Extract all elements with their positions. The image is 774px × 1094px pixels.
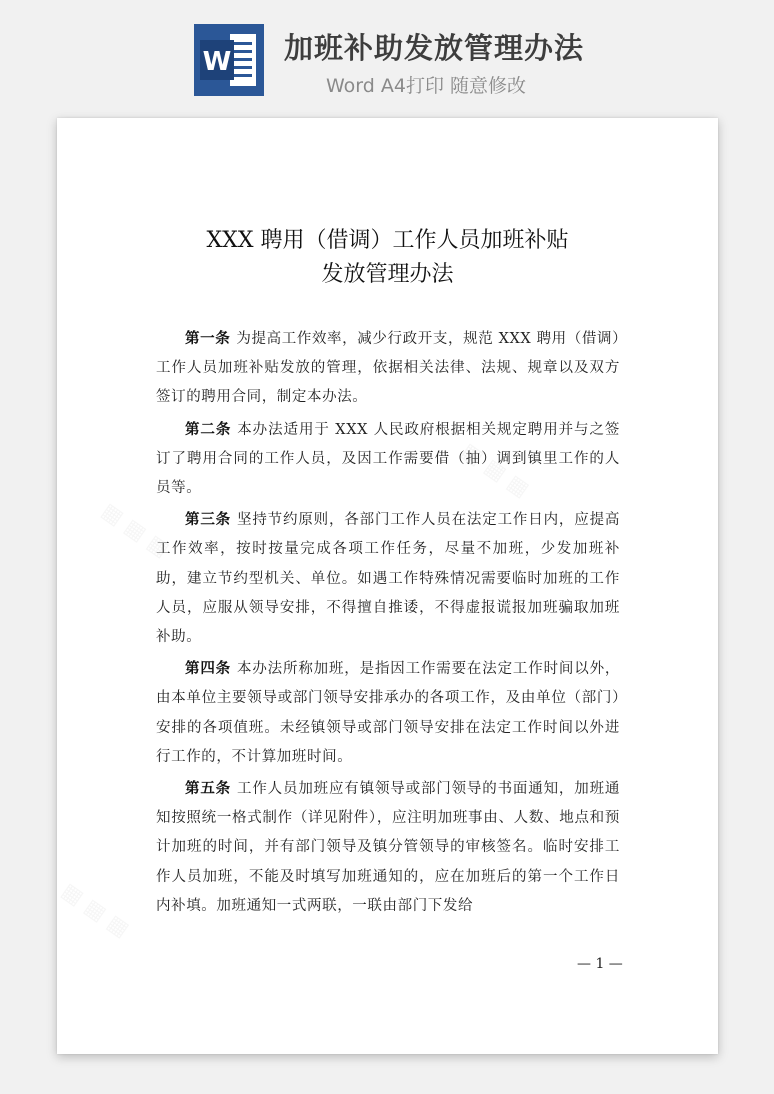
- article-label: 第四条: [185, 661, 231, 678]
- heading-line-2: 发放管理办法: [321, 262, 454, 287]
- page-number: — 1 —: [577, 956, 623, 972]
- word-icon-letter: W: [202, 47, 232, 77]
- document-page: [57, 118, 718, 1054]
- heading-line-1: XXX 聘用（借调）工作人员加班补贴: [206, 228, 569, 253]
- article-paragraph: [156, 416, 620, 504]
- article-paragraph: [156, 325, 620, 413]
- article-text: 坚持节约原则，各部门工作人员在法定工作日内，应提高工作效率，按时按量完成各项工作任务，尽量不加班，少发加班补助，建立节约型机关、单位。如遇工作特殊情况需要临时加班的工作人员，应服从领导安排，不得擅自推诿，不得虚报谎报加班骗取加班补助。: [156, 512, 620, 646]
- article-paragraph: [156, 655, 620, 772]
- article-paragraph: [156, 775, 620, 921]
- article-text: 工作人员加班应有镇领导或部门领导的书面通知，加班通知按照统一格式制作（详见附件），应注明加班事由、人数、地点和预计加班的时间，并有部门领导及镇分管领导的审核签名。临时安排工作人员加班，不能及时填写加班通知的，应在加班后的第一个工作日内补填。加班通知一式两联，一联由部门下发给: [156, 781, 620, 914]
- document-body: [156, 325, 620, 924]
- article-text: 本办法适用于 XXX 人民政府根据相关规定聘用并与之签订了聘用合同的工作人员，及因工作需要借（抽）调到镇里工作的人员等。: [156, 421, 620, 497]
- page-heading: [57, 224, 718, 292]
- article-text: 本办法所称加班，是指因工作需要在法定工作时间以外，由本单位主要领导或部门领导安排承办的各项工作，及由单位（部门）安排的各项值班。未经镇领导或部门领导安排在法定工作时间以外进行工作的，不计算加班时间。: [156, 661, 620, 765]
- header: [0, 0, 774, 112]
- article-text: 为提高工作效率，减少行政开支，规范 XXX 聘用（借调）工作人员加班补贴发放的管理，依据相关法律、法规、规章以及双方签订的聘用合同，制定本办法。: [156, 331, 620, 406]
- document-title: 加班补助发放管理办法: [284, 31, 585, 65]
- watermark: [57, 878, 134, 942]
- article-label: 第五条: [185, 781, 231, 798]
- article-label: 第二条: [185, 421, 232, 438]
- document-subtitle: Word A4打印 随意修改: [326, 75, 527, 97]
- article-label: 第三条: [185, 512, 231, 529]
- word-icon: [194, 24, 264, 96]
- article-label: 第一条: [185, 331, 231, 347]
- article-paragraph: [156, 506, 620, 652]
